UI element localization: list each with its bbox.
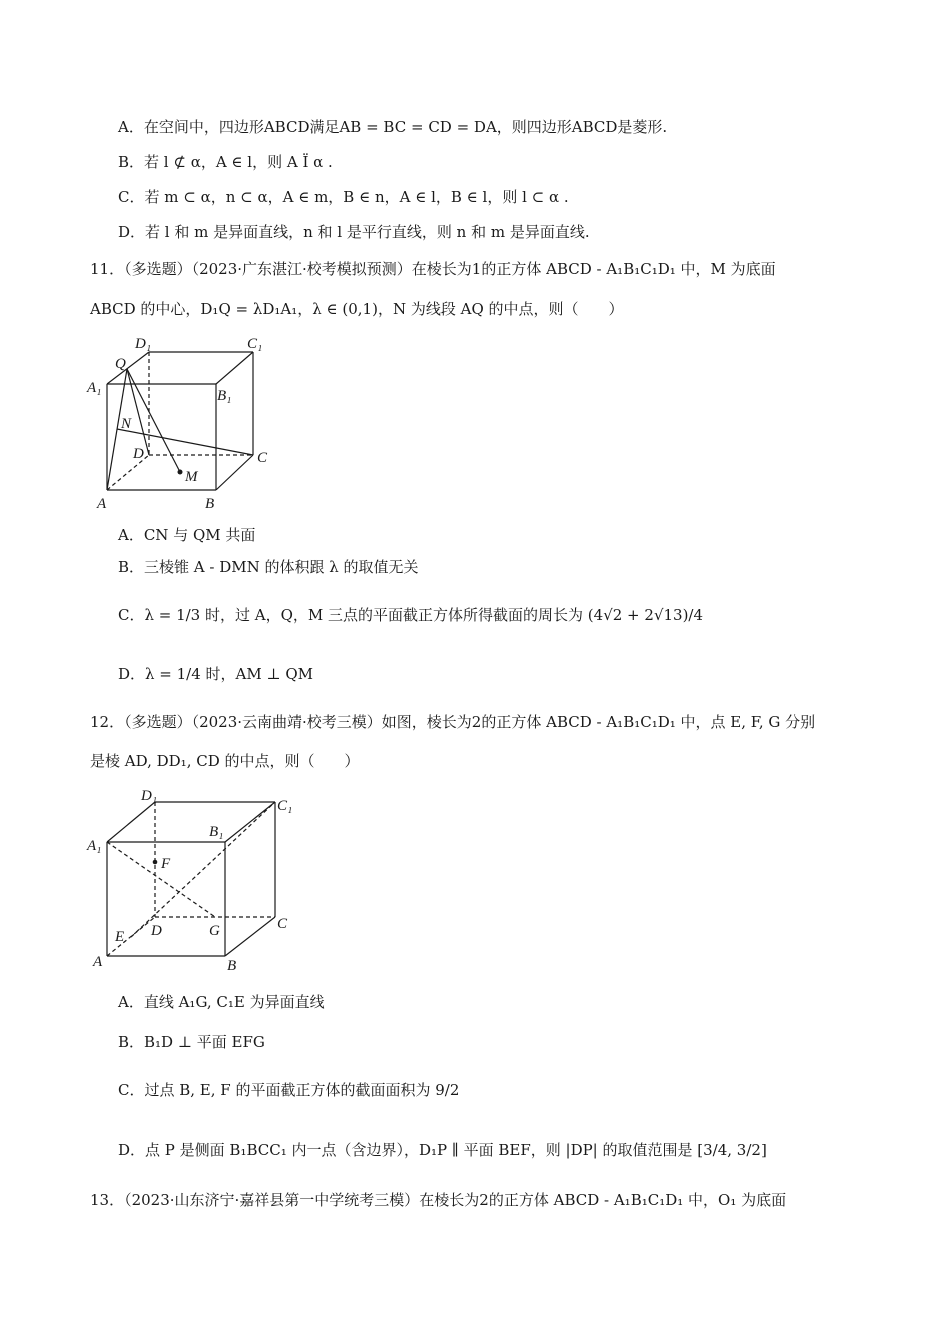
q11-option-a: A．CN 与 QM 共面 [118,526,256,544]
q12-stem-line2: 是棱 AD, DD₁, CD 的中点，则（ ） [90,752,360,770]
q12-label-b: B [227,958,237,974]
q11-stem-line2: ABCD 的中心，D₁Q = λD₁A₁，λ ∈ (0,1)，N 为线段 AQ 的中点，则（ ） [90,300,624,318]
q12-label-g: G [209,923,220,939]
q11-label-n: N [121,416,132,432]
q11-label-b1: B₁ [217,388,232,404]
q11-label-d1: D₁ [135,336,152,352]
q11-label-b: B [205,496,215,512]
q10-option-c: C．若 m ⊂ α，n ⊂ α，A ∈ m，B ∈ n，A ∈ l，B ∈ l，则 l ⊂ α . [118,188,569,206]
q12-stem-line1: 12．（多选题）（2023·云南曲靖·校考三模）如图，棱长为2的正方体 ABCD - A₁B₁C₁D₁ 中，点 E, F, G 分别 [90,713,816,731]
q11-option-d: D．λ = 1/4 时，AM ⊥ QM [118,665,314,683]
q11-label-a: A [97,496,107,512]
q12-label-f: F [161,856,171,872]
q13-stem-line1: 13．（2023·山东济宁·嘉祥县第一中学统考三模）在棱长为2的正方体 ABCD - A₁B₁C₁D₁ 中，O₁ 为底面 [90,1191,787,1209]
q12-label-d1: D₁ [141,788,158,804]
q10-option-d: D．若 l 和 m 是异面直线，n 和 l 是平行直线，则 n 和 m 是异面直线. [118,223,590,241]
q11-label-c: C [257,450,268,466]
q12-option-d: D．点 P 是侧面 B₁BCC₁ 内一点（含边界），D₁P ∥ 平面 BEF，则 |DP| 的取值范围是 [3/4, 3/2] [118,1141,767,1159]
q12-label-e: E [115,929,125,945]
q11-label-c1: C₁ [247,336,263,352]
q12-option-c: C．过点 B, E, F 的平面截正方体的截面面积为 9/2 [118,1081,460,1099]
q12-label-c1: C₁ [277,798,293,814]
q10-option-a: A．在空间中，四边形ABCD满足AB = BC = CD = DA，则四边形ABCD是菱形. [118,118,668,136]
q12-cube-figure [85,782,300,977]
q11-label-q: Q [115,356,126,372]
q12-option-b: B．B₁D ⊥ 平面 EFG [118,1033,265,1051]
q10-option-b: B．若 l ⊄ α，A ∈ l，则 A Ï α . [118,153,333,171]
q11-label-m: M [185,469,198,485]
q12-label-a1: A₁ [87,838,102,854]
q11-label-d: D [133,446,144,462]
q11-stem-line1: 11．（多选题）（2023·广东湛江·校考模拟预测）在棱长为1的正方体 ABCD - A₁B₁C₁D₁ 中，M 为底面 [90,260,776,278]
q11-label-a1: A₁ [87,380,102,396]
q11-option-b: B．三棱锥 A - DMN 的体积跟 λ 的取值无关 [118,558,419,576]
q12-label-b1: B₁ [209,824,224,840]
q12-label-c: C [277,916,288,932]
q11-option-c: C．λ = 1/3 时，过 A，Q，M 三点的平面截正方体所得截面的周长为 (4√2 + 2√13)/4 [118,606,704,624]
q12-label-d: D [151,923,162,939]
q12-label-a: A [93,954,103,970]
q12-option-a: A．直线 A₁G, C₁E 为异面直线 [118,993,325,1011]
q11-cube-figure [85,332,285,517]
